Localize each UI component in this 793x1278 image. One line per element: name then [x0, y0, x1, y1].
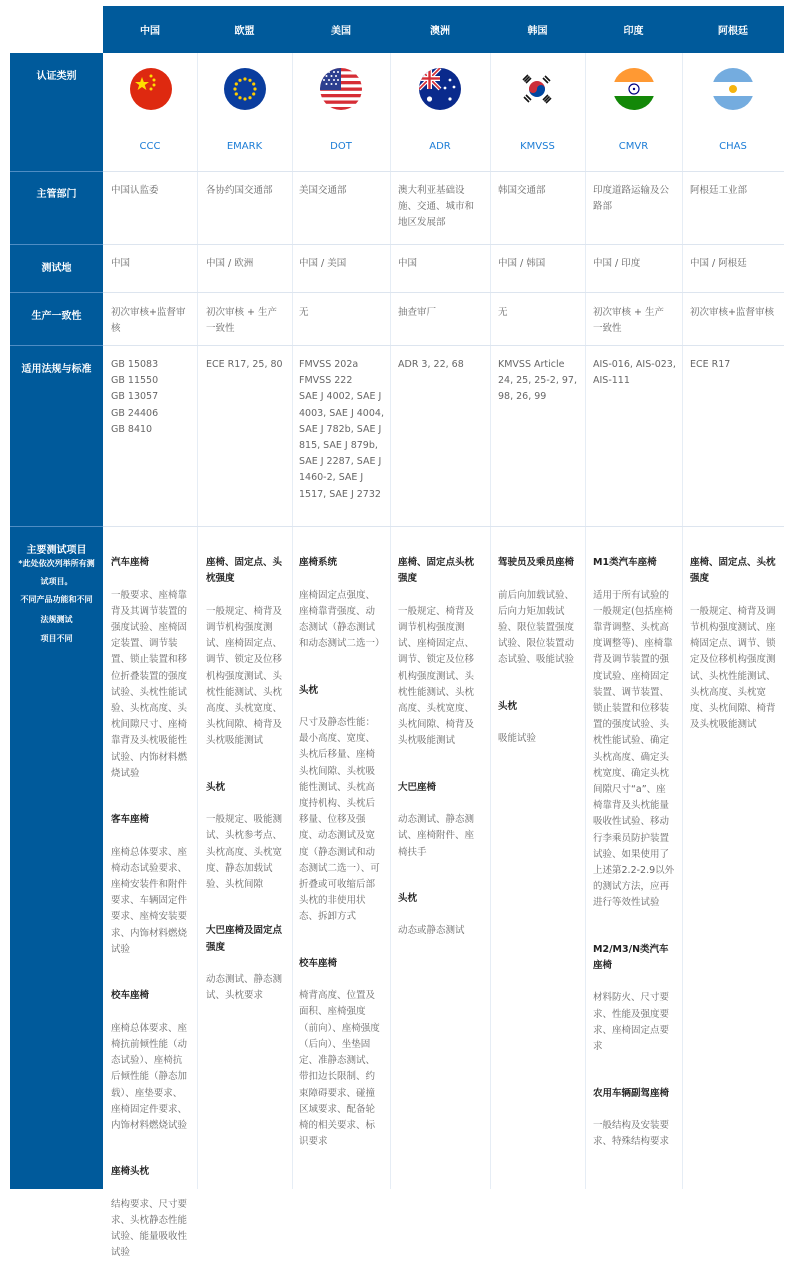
tests-heading: 校车座椅	[299, 957, 338, 969]
tests-heading: 驾驶员及乘员座椅	[498, 557, 575, 569]
header-country-korea: 韩国	[527, 26, 548, 37]
tests-note-1: *此处依次列举所有测	[18, 559, 95, 568]
tests-cell-australia	[398, 539, 482, 956]
row-divider	[10, 244, 103, 245]
tests-cell-argentina	[690, 539, 776, 750]
tests-text: 适用于所有试验的一般规定(包括座椅靠背调整、头枕高度调整等)、座椅靠背及调节装置的强度试验、座椅固定装置、调节装置、锁止装置和位移装置的强度试验、头枕性能试验、确定头枕高度、确定头枕宽度、确定头枕间隙尺寸“a”、座椅靠背及头枕能量吸收性试验、移动行李乘员防护装置试验、如果使用了上述第2.2-2.9以外的测试方法，应再进行等效性试验	[593, 589, 675, 909]
tests-text: 材料防火、尺寸要求、性能及强度要求、座椅固定点要求	[593, 992, 670, 1053]
tests-text: 结构要求、尺寸要求、头枕静态性能试验、能量吸收性试验	[111, 1198, 188, 1259]
authority-cell: 中国认监委	[111, 185, 159, 196]
tests-text: 一般结构及安装要求、特殊结构要求	[593, 1119, 670, 1148]
eu-flag-icon	[224, 68, 266, 110]
tests-heading: 头枕	[398, 893, 418, 905]
row-label-test-site: 测试地	[41, 263, 72, 274]
col-divider	[585, 53, 586, 1189]
test-site-cell: 中国 / 印度	[593, 258, 641, 269]
tests-cell-usa	[299, 539, 383, 1167]
tests-note-3: 不同产品功能和不同	[20, 595, 93, 604]
header-country-india: 印度	[623, 26, 644, 37]
authority-cell: 各协约国交通部	[206, 185, 273, 196]
row-divider	[103, 244, 784, 245]
authority-cell: 阿根廷工业部	[690, 185, 748, 196]
standards-cell: ADR 3, 22, 68	[398, 359, 464, 370]
tests-text: 尺寸及静态性能：最小高度、宽度、头枕后移量、座椅头枕间隙、头枕吸能性测试、头枕高度持机构、头枕后移量、位移及强度、动态测试及宽度（静态测试和动态测试二选一）、可折叠或可收缩后部头枕的非使用状态、拆卸方式	[299, 717, 380, 923]
row-divider	[10, 345, 103, 346]
tests-heading: M1类汽车座椅	[593, 557, 657, 569]
korea-flag-icon	[516, 68, 558, 110]
tests-text: 一般规定、椅背及调节机构强度测试、座椅固定点、调节、锁定及位移机构强度测试、头枕性能测试、头枕高度、头枕宽度、头枕间隙、椅背及头枕吸能测试	[206, 605, 283, 747]
tests-text: 座椅总体要求、座椅动态试验要求、座椅安装件和附件要求、车辆固定件要求、座椅安装要求、内饰材料燃烧试验	[111, 846, 188, 955]
row-divider	[103, 345, 784, 346]
row-divider	[103, 171, 784, 172]
col-divider	[197, 53, 198, 1189]
col-divider	[490, 53, 491, 1189]
authority-cell: 印度道路运输及公路部	[593, 185, 670, 213]
tests-heading: 座椅系统	[299, 557, 338, 569]
india-flag-icon	[613, 68, 655, 110]
row-label-tests: 主要测试项目	[26, 545, 87, 556]
test-site-cell: 中国 / 美国	[299, 258, 347, 269]
tests-note-5: 项目不同	[40, 634, 73, 643]
tests-heading: 农用车辆副驾座椅	[593, 1087, 670, 1099]
header-country-china: 中国	[140, 26, 160, 37]
tests-note-4: 法规测试	[40, 615, 73, 624]
standards-cell: ECE R17, 25, 80	[206, 359, 283, 370]
row-label-standards: 适用法规与标准	[21, 364, 92, 375]
conformity-cell: 初次审核 + 生产一致性	[593, 307, 664, 335]
authority-cell: 澳大利亚基础设施、交通、城市和地区发展部	[398, 185, 475, 229]
tests-cell-eu	[206, 539, 284, 1021]
tests-text: 一般规定、椅背及调节机构强度测试、座椅固定点、调节、锁定及位移机构强度测试、头枕性能测试、头枕高度、头枕宽度、头枕间隙、椅背及头枕吸能测试	[398, 605, 475, 747]
conformity-cell: 无	[299, 307, 309, 318]
authority-cell: 韩国交通部	[498, 185, 546, 196]
row-divider	[10, 526, 103, 527]
col-divider	[390, 53, 391, 1189]
conformity-cell: 抽查审厂	[398, 307, 437, 318]
china-flag-icon	[130, 68, 172, 110]
conformity-cell: 初次审核+监督审核	[111, 307, 186, 335]
tests-text: 动态测试、静态测试、座椅附件、座椅扶手	[398, 814, 475, 858]
tests-heading: 头枕	[498, 700, 518, 712]
tests-heading: 座椅头枕	[111, 1166, 150, 1178]
tests-cell-korea	[498, 539, 578, 764]
tests-heading: 座椅、固定点、头枕强度	[690, 557, 776, 585]
cert-code-usa: DOT	[330, 141, 352, 152]
authority-cell: 美国交通部	[299, 185, 347, 196]
tests-cell-india	[593, 539, 675, 1167]
tests-text: 前后向加载试验、后向力矩加载试验、限位装置强度试验、限位装置动态试验、吸能试验	[498, 589, 575, 666]
tests-text: 动态测试、静态测试、头枕要求	[206, 974, 283, 1002]
row-divider	[10, 171, 103, 172]
argentina-flag-icon	[712, 68, 754, 110]
tests-heading: 校车座椅	[111, 990, 150, 1002]
tests-cell-china	[111, 539, 189, 1278]
standards-cell: FMVSS 202a FMVSS 222 SAE J 4002, SAE J 4003, SAE J 4004, SAE J 782b, SAE J 815, SAE J 879b, SAE J 2287, SAE J 1460-2, SAE J 1517, SAE J 2732	[299, 359, 384, 500]
tests-text: 椅背高度、位置及面积、座椅强度（前向）、座椅强度（后向）、坐垫固定、准静态测试、带扣边长限制、约束障碍要求、碰撞区域要求、配备轮椅的相关要求、标识要求	[299, 990, 380, 1148]
conformity-cell: 初次审核 + 生产一致性	[206, 307, 277, 335]
tests-text: 动态或静态测试	[398, 925, 465, 937]
conformity-cell: 初次审核+监督审核	[690, 307, 774, 318]
standards-cell: KMVSS Article 24, 25, 25-2, 97, 98, 26, 99	[498, 359, 577, 403]
standards-cell: GB 15083 GB 11550 GB 13057 GB 24406 GB 8410	[111, 359, 159, 435]
cert-code-australia: ADR	[429, 141, 451, 152]
tests-text: 座椅总体要求、座椅抗前倾性能（动态试验）、座椅抗后倾性能（静态加载）、座垫要求、座椅固定件要求、内饰材料燃烧试验	[111, 1022, 188, 1131]
row-label-cert: 认证类别	[36, 71, 77, 82]
test-site-cell: 中国 / 韩国	[498, 258, 546, 269]
header-country-usa: 美国	[331, 26, 351, 37]
tests-text: 吸能试验	[498, 733, 537, 745]
col-divider	[292, 53, 293, 1189]
usa-flag-icon	[320, 68, 362, 110]
cert-code-argentina: CHAS	[719, 141, 747, 152]
tests-heading: 汽车座椅	[111, 557, 150, 569]
row-divider	[103, 292, 784, 293]
header-country-eu: 欧盟	[234, 26, 255, 37]
tests-text: 一般规定、椅背及调节机构强度测试、座椅固定点、调节、锁定及位移机构强度测试、头枕性能测试、头枕高度、头枕宽度、头枕间隙、椅背及头枕吸能测试	[690, 605, 776, 731]
cert-code-eu: EMARK	[226, 141, 263, 152]
row-label-authority: 主管部门	[36, 189, 77, 200]
conformity-cell: 无	[498, 307, 508, 318]
tests-heading: 客车座椅	[111, 814, 150, 826]
row-divider	[10, 292, 103, 293]
col-divider	[682, 53, 683, 1189]
standards-cell: ECE R17	[690, 359, 731, 370]
tests-heading: 头枕	[299, 684, 319, 696]
tests-heading: 大巴座椅及固定点强度	[206, 925, 283, 953]
header-country-australia: 澳洲	[430, 26, 450, 37]
tests-text: 一般规定、吸能测试、头枕参考点、头枕高度、头枕宽度、静态加载试验、头枕间隙	[206, 814, 283, 891]
standards-cell: AIS-016, AIS-023, AIS-111	[593, 359, 676, 387]
australia-flag-icon	[419, 68, 461, 110]
tests-heading: 座椅、固定点、头枕强度	[206, 557, 283, 585]
tests-heading: 大巴座椅	[398, 781, 437, 793]
cert-code-india: CMVR	[618, 141, 649, 152]
test-site-cell: 中国 / 阿根廷	[690, 258, 747, 269]
tests-text: 一般要求、座椅靠背及其调节装置的强度试验、座椅固定装置、调节装置、锁止装置和移位折叠装置的强度试验、头枕性能试验、头枕高度、头枕间隙尺寸、座椅靠背及头枕吸能性试验、内饰材料燃烧试验	[111, 589, 188, 779]
tests-note-2: 试项目。	[40, 577, 73, 586]
tests-heading: 座椅、固定点头枕强度	[398, 557, 475, 585]
tests-heading: 头枕	[206, 781, 226, 793]
test-site-cell: 中国	[398, 258, 418, 269]
tests-text: 座椅固定点强度、座椅靠背强度、动态测试（静态测试和动态测试二选一）	[299, 589, 385, 650]
test-site-cell: 中国 / 欧洲	[206, 258, 254, 269]
row-divider	[103, 526, 784, 527]
row-label-conformity: 生产一致性	[31, 311, 82, 322]
cert-code-china: CCC	[139, 141, 161, 152]
header-country-argentina: 阿根廷	[718, 26, 748, 37]
test-site-cell: 中国	[111, 258, 131, 269]
tests-heading: M2/M3/N类汽车座椅	[593, 943, 669, 972]
cert-code-korea: KMVSS	[520, 141, 555, 152]
